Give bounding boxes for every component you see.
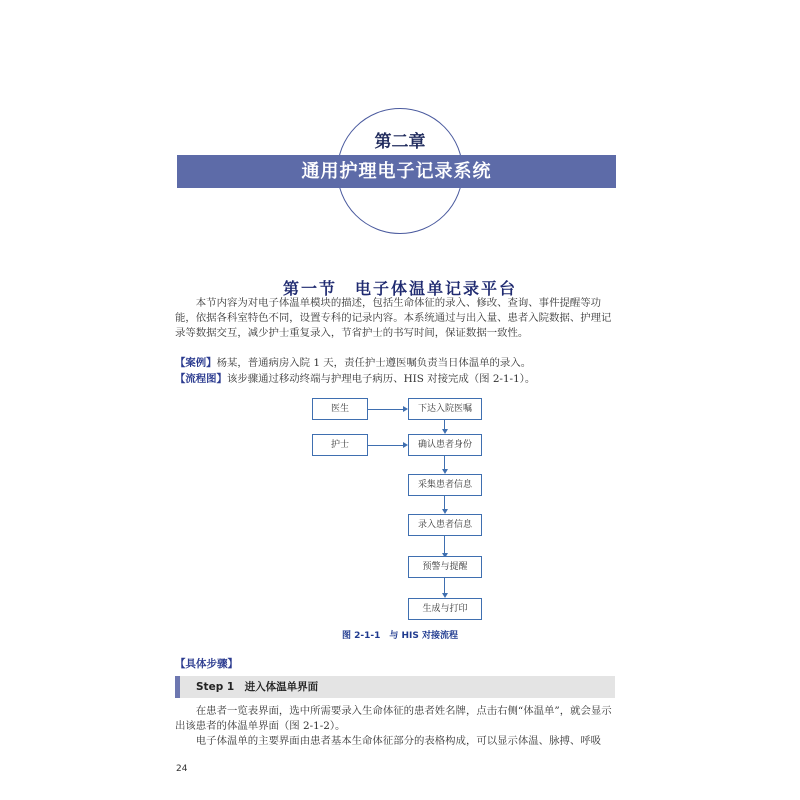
- flow-connector: [444, 578, 445, 593]
- chapter-title: 通用护理电子记录系统: [301, 161, 492, 182]
- flow-tag: 【流程图】: [175, 373, 227, 385]
- case-tag: 【案例】: [175, 357, 217, 369]
- flow-text: 该步骤通过移动终端与护理电子病历、HIS 对接完成（图 2-1-1）。: [226, 373, 536, 385]
- section-title: 第一节 电子体温单记录平台: [282, 279, 517, 298]
- step-1-paragraph: 在患者一览表界面，选中所需要录入生命体征的患者姓名牌，点击右侧“体温单”，就会显示出该患者的体温单界面（图 2-1-2）。: [175, 705, 612, 732]
- step-1-label: Step 1 进入体温单界面: [196, 681, 319, 693]
- flow-connector: [368, 409, 404, 410]
- case-line: [175, 356, 615, 371]
- step-bar-accent: [175, 676, 180, 698]
- intro-paragraph: 本节内容为对电子体温单模块的描述，包括生命体征的录入、修改、查询、事件提醒等功能，依据各科室特色不同，设置专科的记录内容。本系统通过与出入量、患者入院数据、护理记录等数据交互，减少护士重复录入，节省护士的书写时间，保证数据一致性。: [175, 297, 612, 339]
- flow-step-1: 下达入院医嘱: [408, 398, 482, 420]
- flow-step-2: 确认患者身份: [408, 434, 482, 456]
- flow-step-6: 生成与打印: [408, 598, 482, 620]
- flow-step-5: 预警与提醒: [408, 556, 482, 578]
- steps-heading: 【具体步骤】: [175, 658, 238, 670]
- flow-connector: [368, 445, 404, 446]
- figure-caption: 图 2-1-1 与 HIS 对接流程: [341, 631, 459, 641]
- chapter-label: 第二章: [374, 132, 426, 152]
- flow-node-nurse: 护士: [312, 434, 368, 456]
- flow-connector: [444, 420, 445, 429]
- flow-line: [175, 372, 615, 387]
- flow-node-doctor: 医生: [312, 398, 368, 420]
- step-1-paragraph-2: 电子体温单的主要界面由患者基本生命体征部分的表格构成，可以显示体温、脉搏、呼吸: [195, 735, 602, 747]
- flow-connector: [444, 496, 445, 509]
- flow-step-3: 采集患者信息: [408, 474, 482, 496]
- flow-step-4: 录入患者信息: [408, 514, 482, 536]
- flow-connector: [444, 536, 445, 553]
- case-text: 杨某，普通病房入院 1 天，责任护士遵医嘱负责当日体温单的录入。: [216, 357, 532, 369]
- flow-connector: [444, 456, 445, 469]
- page-number: 24: [176, 764, 188, 774]
